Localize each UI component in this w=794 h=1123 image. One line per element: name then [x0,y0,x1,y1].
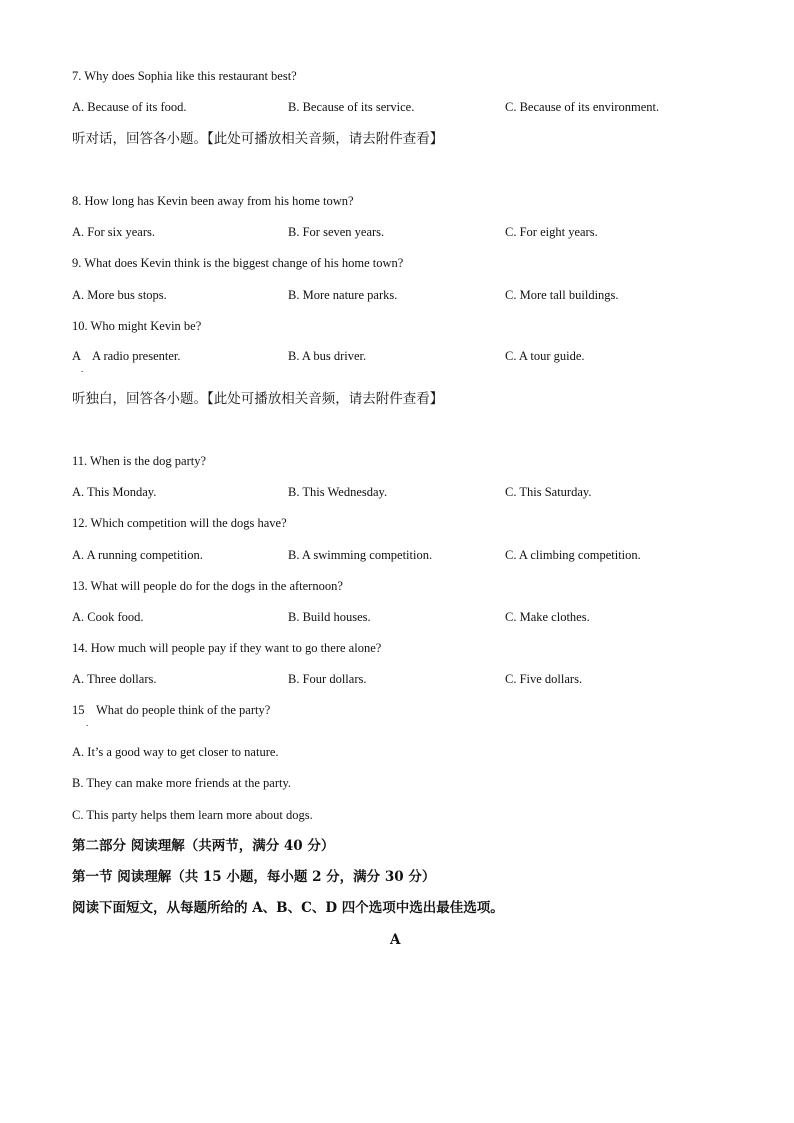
q8-option-c: C. For eight years. [505,225,598,239]
question-7: 7. Why does Sophia like this restaurant best? [72,69,297,83]
q11-option-b: B. This Wednesday. [288,485,388,499]
q7-option-b: B. Because of its service. [288,100,415,114]
q10-option-a: A radio presenter. [92,349,181,363]
q15-option-b: B. They can make more friends at the party. [72,776,292,790]
q8-option-a: A. For six years. [72,225,155,239]
q11-option-a: A. This Monday. [72,485,157,499]
q14-option-c: C. Five dollars. [505,672,583,686]
question-11: 11. When is the dog party? [72,454,206,468]
q10-option-a-dot: . [81,364,84,374]
question-10: 10. Who might Kevin be? [72,319,202,333]
question-8: 8. How long has Kevin been away from his home town? [72,194,354,208]
q12-option-c: C. A climbing competition. [505,548,641,562]
q8-option-b: B. For seven years. [288,225,385,239]
question-9: 9. What does Kevin think is the biggest change of his home town? [72,256,404,270]
q9-option-a: A. More bus stops. [72,288,167,302]
q13-option-a: A. Cook food. [72,610,144,624]
question-12: 12. Which competition will the dogs have? [72,516,287,530]
q12-option-a: A. A running competition. [72,548,203,562]
q10-option-b: B. A bus driver. [288,349,367,363]
question-15-dot: . [86,718,89,728]
q12-option-b: B. A swimming competition. [288,548,433,562]
q13-option-b: B. Build houses. [288,610,371,624]
q10-option-c: C. A tour guide. [505,349,585,363]
question-15: What do people think of the party? [96,703,271,717]
monologue-instruction: 听独白，回答各小题。【此处可播放相关音频，请去附件查看】 [72,391,444,407]
passage-label: A [390,932,401,948]
q14-option-b: B. Four dollars. [288,672,367,686]
q9-option-c: C. More tall buildings. [505,288,619,302]
question-13: 13. What will people do for the dogs in the afternoon? [72,579,343,593]
q7-option-c: C. Because of its environment. [505,100,660,114]
section-1-title: 第一节 阅读理解（共 15 小题，每小题 2 分，满分 30 分） [72,869,436,885]
reading-instruction: 阅读下面短文，从每题所给的 A、B、C、D 四个选项中选出最佳选项。 [72,900,504,916]
q15-option-c: C. This party helps them learn more about dogs. [72,808,313,822]
dialog-instruction: 听对话，回答各小题。【此处可播放相关音频，请去附件查看】 [72,131,444,147]
part-2-title: 第二部分 阅读理解（共两节，满分 40 分） [72,838,335,854]
q9-option-b: B. More nature parks. [288,288,398,302]
q11-option-c: C. This Saturday. [505,485,592,499]
question-14: 14. How much will people pay if they want to go there alone? [72,641,382,655]
q7-option-a: A. Because of its food. [72,100,187,114]
q14-option-a: A. Three dollars. [72,672,157,686]
q10-option-a-letter: A [72,349,82,363]
q15-option-a: A. It’s a good way to get closer to nature. [72,745,279,759]
question-15-number: 15 [72,703,85,717]
q13-option-c: C. Make clothes. [505,610,590,624]
